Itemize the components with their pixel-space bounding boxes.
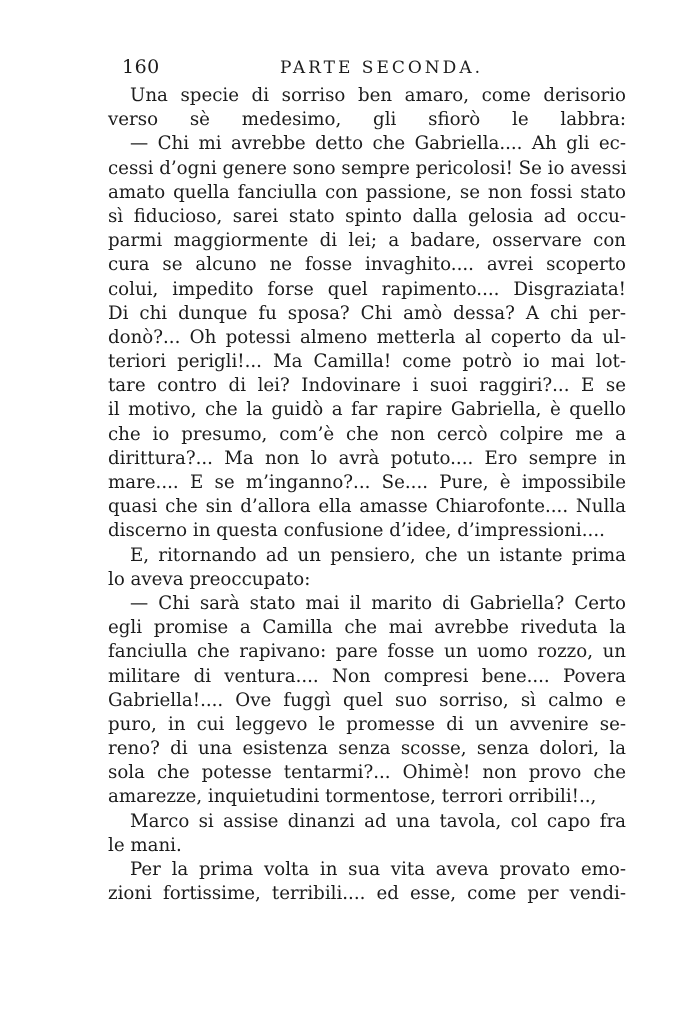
text-line: lo aveva preoccupato:: [108, 568, 311, 590]
text-line: sola che potesse tentarmi?... Ohimè! non provo che: [108, 762, 626, 784]
text-line: cessi d’ogni genere sono sempre pericolosi! Se io avessi: [108, 157, 627, 179]
text-line: reno? di una esistenza senza scosse, senza dolori, la: [108, 738, 626, 760]
text-line: il motivo, che la guidò a far rapire Gabriella, è quello: [108, 399, 626, 421]
text-line: donò?... Oh potessi almeno metterla al coperto da ul-: [108, 326, 626, 348]
text-line: le mani.: [108, 834, 182, 856]
text-line: — Chi mi avrebbe detto che Gabriella.... Ah gli ec-: [130, 133, 626, 155]
text-line: — Chi sarà stato mai il marito di Gabriella? Certo: [130, 592, 626, 614]
text-line: cura se alcuno ne fosse invaghito.... avrei scoperto: [108, 254, 626, 276]
text-line: Per la prima volta in sua vita aveva provato emo-: [130, 859, 626, 880]
text-line: puro, in cui leggevo le promesse di un avvenire se-: [108, 713, 626, 735]
body-text: [108, 84, 626, 906]
text-line: verso sè medesimo, gli sfiorò le labbra:: [108, 109, 626, 131]
text-line: parmi maggiormente di lei; a badare, osservare con: [108, 230, 626, 252]
text-line: Gabriella!.... Ove fuggì quel suo sorriso, sì calmo e: [108, 689, 626, 711]
text-line: egli promise a Camilla che mai avrebbe riveduta la: [108, 617, 626, 639]
text-line: teriori perigli!... Ma Camilla! come potrò io mai lot-: [108, 351, 626, 373]
running-title: PARTE SECONDA.: [280, 58, 483, 78]
text-line: amarezze, inquietudini tormentose, terrori orribili!..,: [108, 786, 597, 808]
text-line: fanciulla che rapivano: pare fosse un uomo rozzo, un: [108, 641, 626, 663]
text-line: dirittura?... Ma non lo avrà potuto.... Ero sempre in: [108, 447, 626, 469]
text-line: mare.... E se m’inganno?... Se.... Pure, è impossibile: [108, 472, 626, 493]
text-line: zioni fortissime, terribili.... ed esse, come per vendi-: [108, 883, 626, 905]
page-number: 160: [122, 56, 160, 78]
page-header: [122, 56, 622, 84]
text-line: militare di ventura.... Non compresi bene.... Povera: [108, 665, 626, 687]
text-line: sì fiducioso, sarei stato spinto dalla gelosia ad occu-: [108, 205, 626, 227]
text-line: amato quella fanciulla con passione, se non fossi stato: [108, 181, 626, 203]
text-line: E, ritornando ad un pensiero, che un istante prima: [130, 544, 626, 566]
text-line: colui, impedito forse quel rapimento.... Disgraziata!: [108, 278, 626, 300]
text-line: Marco si assise dinanzi ad una tavola, col capo fra: [130, 810, 626, 832]
text-line: Di chi dunque fu sposa? Chi amò dessa? A chi per-: [108, 302, 626, 324]
text-line: quasi che sin d’allora ella amasse Chiarofonte.... Nulla: [108, 496, 626, 518]
text-line: Una specie di sorriso ben amaro, come derisorio: [130, 85, 626, 106]
text-line: che io presumo, com’è che non cercò colpire me a: [108, 423, 626, 445]
text-line: tare contro di lei? Indovinare i suoi raggiri?... E se: [108, 375, 626, 397]
text-line: discerno in questa confusione d’idee, d’impressioni....: [108, 520, 605, 542]
